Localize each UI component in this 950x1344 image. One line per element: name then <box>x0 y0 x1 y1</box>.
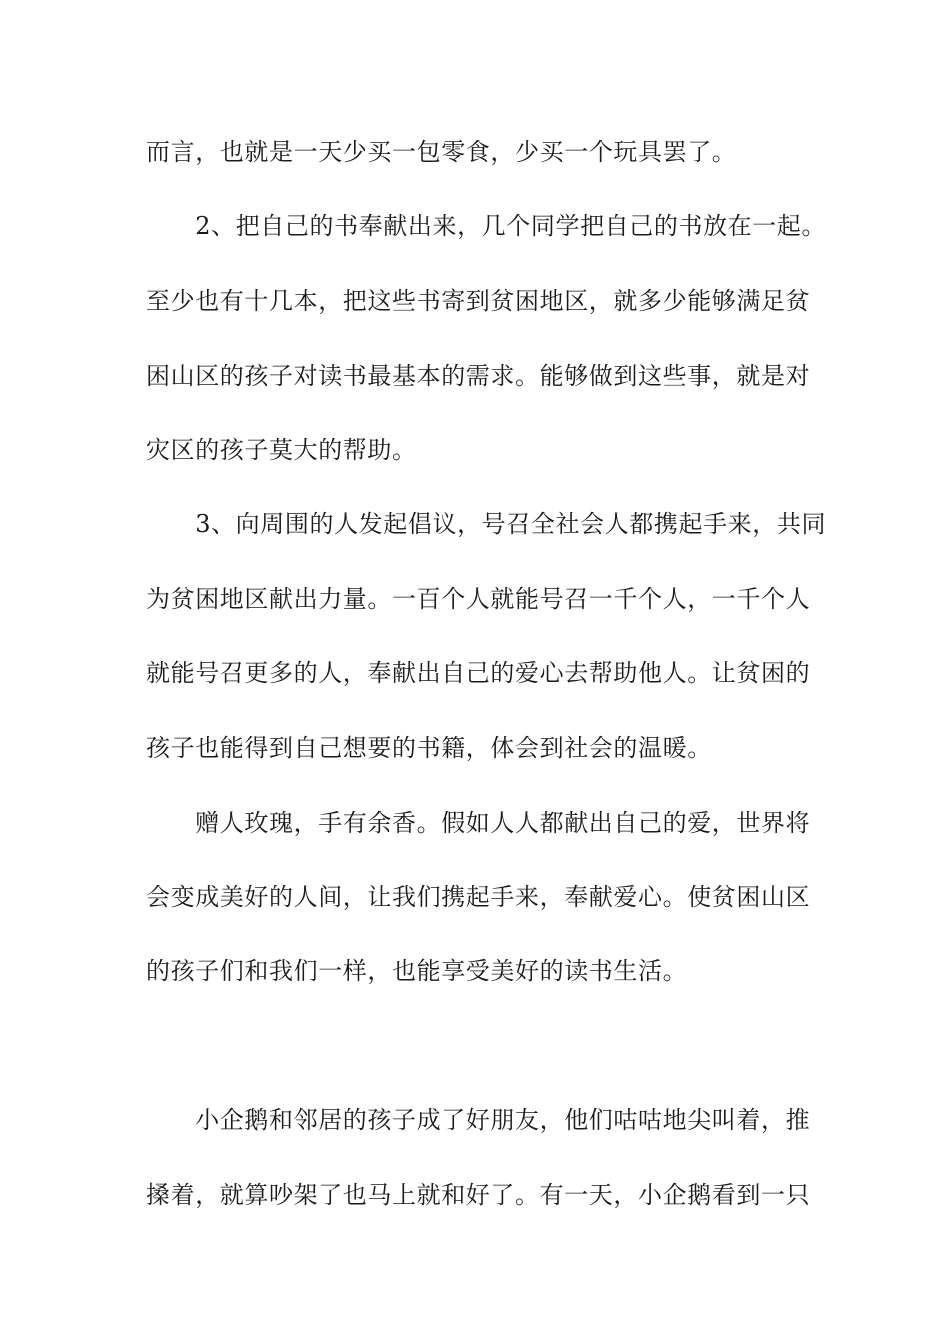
text-line: 的孩子们和我们一样，也能享受美好的读书生活。 <box>146 957 688 985</box>
text-line: 2、把自己的书奉献出来，几个同学把自己的书放在一起。 <box>146 212 827 240</box>
text-line: 就能号召更多的人，奉献出自己的爱心去帮助他人。让贫困的 <box>146 659 811 687</box>
text-line: 而言，也就是一天少买一包零食，少买一个玩具罢了。 <box>146 138 737 166</box>
text-line: 赠人玫瑰，手有余香。假如人人都献出自己的爱，世界将 <box>146 809 811 837</box>
text-line: 孩子也能得到自己想要的书籍，体会到社会的温暖。 <box>146 734 712 762</box>
text-line: 小企鹅和邻居的孩子成了好朋友，他们咕咕地尖叫着，推 <box>146 1106 811 1134</box>
text-line: 困山区的孩子对读书最基本的需求。能够做到这些事，就是对 <box>146 362 811 390</box>
text-line: 会变成美好的人间，让我们携起手来，奉献爱心。使贫困山区 <box>146 883 811 911</box>
text-line: 至少也有十几本，把这些书寄到贫困地区，就多少能够满足贫 <box>146 287 811 315</box>
text-line: 灾区的孩子莫大的帮助。 <box>146 436 417 464</box>
text-line: 3、向周围的人发起倡议，号召全社会人都携起手来，共同 <box>146 510 827 538</box>
text-line: 搡着，就算吵架了也马上就和好了。有一天，小企鹅看到一只 <box>146 1181 811 1209</box>
text-line: 为贫困地区献出力量。一百个人就能号召一千个人，一千个人 <box>146 585 811 613</box>
